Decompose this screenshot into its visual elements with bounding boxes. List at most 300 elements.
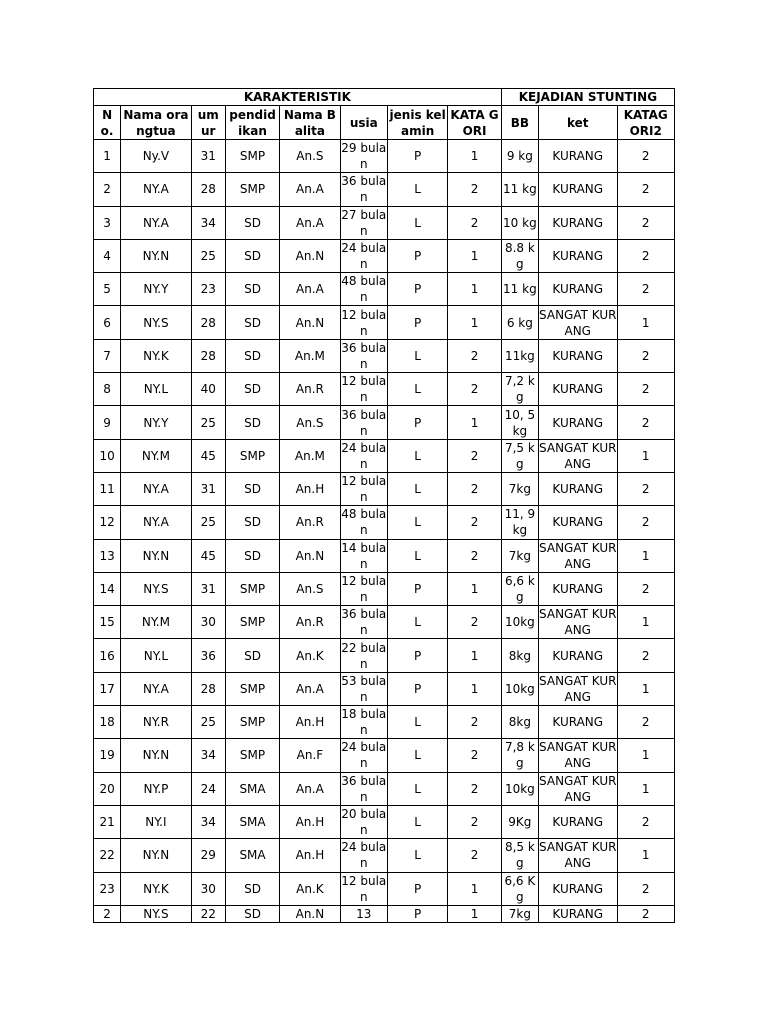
group-header-row bbox=[94, 89, 675, 106]
cell-pendidikan: SMP bbox=[225, 706, 279, 739]
cell-jenis-kelamin: L bbox=[387, 439, 447, 472]
cell-pendidikan: SD bbox=[225, 472, 279, 505]
cell-kategori2: 1 bbox=[617, 539, 675, 572]
cell-kategori: 2 bbox=[448, 373, 501, 406]
cell-nama-balita: An.F bbox=[280, 739, 340, 772]
cell-nama-orangtua: NY.K bbox=[121, 339, 191, 372]
cell-no: 14 bbox=[94, 572, 121, 605]
cell-kategori: 1 bbox=[448, 140, 501, 173]
cell-kategori2: 2 bbox=[617, 140, 675, 173]
cell-pendidikan: SMA bbox=[225, 805, 279, 838]
cell-bb: 7,2 kg bbox=[501, 373, 538, 406]
cell-jenis-kelamin: L bbox=[387, 839, 447, 872]
cell-jenis-kelamin: L bbox=[387, 173, 447, 206]
cell-nama-orangtua: NY.A bbox=[121, 672, 191, 705]
cell-pendidikan: SMP bbox=[225, 572, 279, 605]
cell-usia: 12 bulan bbox=[341, 307, 387, 338]
cell-bb: 8kg bbox=[501, 706, 538, 739]
cell-pendidikan: SMA bbox=[225, 772, 279, 805]
cell-jenis-kelamin: L bbox=[387, 339, 447, 372]
cell-usia: 20 bulan bbox=[341, 807, 387, 838]
cell-no: 2 bbox=[94, 905, 121, 922]
cell-pendidikan: SD bbox=[225, 206, 279, 239]
cell-kategori: 2 bbox=[448, 739, 501, 772]
cell-jenis-kelamin: P bbox=[387, 140, 447, 173]
cell-pendidikan: SMP bbox=[225, 173, 279, 206]
cell-no: 8 bbox=[94, 373, 121, 406]
cell-no: 23 bbox=[94, 872, 121, 905]
cell-kategori: 2 bbox=[448, 472, 501, 505]
cell-kategori2: 1 bbox=[617, 672, 675, 705]
cell-ket: SANGAT KURANG bbox=[539, 607, 617, 638]
cell-nama-orangtua: NY.A bbox=[121, 472, 191, 505]
cell-no: 16 bbox=[94, 639, 121, 672]
cell-bb: 7,8 kg bbox=[501, 739, 538, 772]
cell-kategori: 1 bbox=[448, 905, 501, 922]
cell-bb: 10kg bbox=[501, 672, 538, 705]
cell-jenis-kelamin: L bbox=[387, 772, 447, 805]
cell-kategori2: 2 bbox=[617, 206, 675, 239]
column-header-nama-orangtua: Nama orangtua bbox=[121, 106, 191, 140]
cell-pendidikan: SMP bbox=[225, 739, 279, 772]
cell-umur: 28 bbox=[191, 339, 225, 372]
cell-ket: SANGAT KURANG bbox=[539, 440, 617, 471]
cell-bb: 8.8 kg bbox=[501, 239, 538, 272]
cell-nama-balita: An.H bbox=[280, 472, 340, 505]
cell-nama-orangtua: NY.N bbox=[121, 239, 191, 272]
cell-kategori: 1 bbox=[448, 273, 501, 306]
cell-pendidikan: SD bbox=[225, 373, 279, 406]
cell-bb: 11 kg bbox=[501, 273, 538, 306]
cell-usia: 36 bulan bbox=[341, 607, 387, 638]
table-row bbox=[94, 273, 675, 306]
cell-usia: 13 bbox=[340, 905, 387, 922]
cell-ket: KURANG bbox=[538, 706, 617, 739]
table-row bbox=[94, 306, 675, 339]
cell-ket: KURANG bbox=[538, 506, 617, 539]
cell-kategori2: 2 bbox=[617, 572, 675, 605]
cell-nama-balita: An.N bbox=[280, 905, 340, 922]
table-row bbox=[94, 239, 675, 272]
cell-usia: 36 bulan bbox=[341, 174, 387, 205]
cell-nama-balita: An.M bbox=[280, 439, 340, 472]
cell-nama-balita: An.A bbox=[280, 273, 340, 306]
cell-nama-balita: An.A bbox=[280, 772, 340, 805]
cell-jenis-kelamin: L bbox=[387, 706, 447, 739]
cell-no: 11 bbox=[94, 472, 121, 505]
cell-no: 21 bbox=[94, 805, 121, 838]
cell-ket: KURANG bbox=[538, 639, 617, 672]
cell-kategori2: 2 bbox=[617, 339, 675, 372]
cell-pendidikan: SD bbox=[225, 639, 279, 672]
cell-kategori: 1 bbox=[448, 572, 501, 605]
cell-kategori: 1 bbox=[448, 239, 501, 272]
cell-jenis-kelamin: L bbox=[387, 739, 447, 772]
cell-pendidikan: SD bbox=[225, 905, 279, 922]
cell-usia: 22 bulan bbox=[341, 640, 387, 671]
cell-no: 4 bbox=[94, 239, 121, 272]
table-row bbox=[94, 439, 675, 472]
cell-kategori2: 2 bbox=[617, 506, 675, 539]
table-row bbox=[94, 872, 675, 905]
cell-umur: 28 bbox=[191, 306, 225, 339]
cell-kategori: 1 bbox=[448, 639, 501, 672]
cell-jenis-kelamin: P bbox=[387, 239, 447, 272]
cell-nama-orangtua: NY.S bbox=[121, 905, 191, 922]
table-row bbox=[94, 672, 675, 705]
cell-ket: KURANG bbox=[538, 206, 617, 239]
cell-ket: KURANG bbox=[538, 472, 617, 505]
stunting-data-table bbox=[93, 88, 675, 923]
cell-kategori: 2 bbox=[448, 206, 501, 239]
cell-nama-orangtua: NY.K bbox=[121, 872, 191, 905]
cell-umur: 30 bbox=[191, 872, 225, 905]
cell-jenis-kelamin: P bbox=[387, 306, 447, 339]
cell-bb: 11 kg bbox=[501, 173, 538, 206]
cell-kategori2: 2 bbox=[617, 706, 675, 739]
table-row bbox=[94, 706, 675, 739]
cell-jenis-kelamin: L bbox=[387, 206, 447, 239]
cell-ket: SANGAT KURANG bbox=[539, 673, 617, 704]
column-header-umur: um ur bbox=[191, 106, 225, 140]
cell-nama-balita: An.N bbox=[280, 306, 340, 339]
cell-pendidikan: SMA bbox=[225, 839, 279, 872]
column-header-row bbox=[94, 106, 675, 140]
cell-no: 6 bbox=[94, 306, 121, 339]
cell-ket: SANGAT KURANG bbox=[539, 740, 617, 771]
cell-nama-balita: An.A bbox=[280, 173, 340, 206]
cell-umur: 31 bbox=[191, 572, 225, 605]
cell-no: 7 bbox=[94, 339, 121, 372]
cell-usia: 12 bulan bbox=[341, 374, 387, 405]
table-row bbox=[94, 140, 675, 173]
cell-umur: 30 bbox=[191, 606, 225, 639]
cell-jenis-kelamin: L bbox=[387, 472, 447, 505]
table-row bbox=[94, 739, 675, 772]
cell-jenis-kelamin: P bbox=[387, 872, 447, 905]
cell-ket: KURANG bbox=[538, 905, 617, 922]
cell-kategori: 1 bbox=[448, 872, 501, 905]
cell-bb: 7,5 kg bbox=[501, 439, 538, 472]
cell-kategori: 2 bbox=[448, 339, 501, 372]
cell-kategori2: 1 bbox=[617, 606, 675, 639]
cell-nama-balita: An.S bbox=[280, 572, 340, 605]
cell-ket: KURANG bbox=[538, 872, 617, 905]
table-row bbox=[94, 506, 675, 539]
cell-kategori2: 2 bbox=[617, 373, 675, 406]
cell-jenis-kelamin: P bbox=[387, 639, 447, 672]
column-header-no: N o. bbox=[94, 106, 121, 140]
cell-kategori: 2 bbox=[448, 439, 501, 472]
cell-kategori: 2 bbox=[448, 839, 501, 872]
cell-nama-balita: An.M bbox=[280, 339, 340, 372]
cell-jenis-kelamin: L bbox=[387, 373, 447, 406]
cell-pendidikan: SD bbox=[225, 239, 279, 272]
column-header-bb: BB bbox=[501, 106, 538, 140]
cell-bb: 8,5 kg bbox=[501, 839, 538, 872]
column-header-nama-balita: Nama Balita bbox=[280, 106, 340, 140]
cell-usia: 12 bulan bbox=[341, 474, 387, 505]
cell-kategori2: 1 bbox=[617, 772, 675, 805]
cell-kategori: 2 bbox=[448, 606, 501, 639]
cell-kategori: 2 bbox=[448, 706, 501, 739]
cell-kategori: 2 bbox=[448, 805, 501, 838]
cell-kategori: 2 bbox=[448, 506, 501, 539]
cell-ket: KURANG bbox=[538, 273, 617, 306]
cell-ket: KURANG bbox=[538, 140, 617, 173]
cell-usia: 24 bulan bbox=[341, 840, 387, 871]
cell-pendidikan: SD bbox=[225, 506, 279, 539]
cell-kategori: 2 bbox=[448, 539, 501, 572]
cell-kategori: 2 bbox=[448, 173, 501, 206]
cell-kategori2: 2 bbox=[617, 239, 675, 272]
cell-umur: 45 bbox=[191, 439, 225, 472]
cell-pendidikan: SD bbox=[225, 306, 279, 339]
cell-nama-balita: An.R bbox=[280, 373, 340, 406]
cell-umur: 34 bbox=[191, 805, 225, 838]
table-row bbox=[94, 339, 675, 372]
cell-nama-balita: An.H bbox=[280, 839, 340, 872]
group-header-karakteristik: KARAKTERISTIK bbox=[94, 89, 502, 106]
cell-nama-balita: An.S bbox=[280, 140, 340, 173]
cell-bb: 11, 9kg bbox=[501, 506, 538, 539]
cell-bb: 6 kg bbox=[501, 306, 538, 339]
column-header-kategori: KATA GORI bbox=[448, 106, 501, 140]
cell-nama-orangtua: NY.N bbox=[121, 739, 191, 772]
cell-kategori2: 2 bbox=[617, 273, 675, 306]
cell-kategori2: 1 bbox=[617, 306, 675, 339]
cell-no: 3 bbox=[94, 206, 121, 239]
cell-pendidikan: SD bbox=[225, 273, 279, 306]
cell-usia: 18 bulan bbox=[341, 707, 387, 738]
cell-jenis-kelamin: P bbox=[387, 672, 447, 705]
cell-umur: 25 bbox=[191, 406, 225, 439]
cell-bb: 11kg bbox=[501, 339, 538, 372]
cell-nama-orangtua: Ny.V bbox=[121, 140, 191, 173]
column-header-ket: ket bbox=[538, 106, 617, 140]
cell-usia: 48 bulan bbox=[341, 507, 387, 538]
cell-usia: 24 bulan bbox=[341, 740, 387, 771]
cell-pendidikan: SD bbox=[225, 339, 279, 372]
table-row bbox=[94, 539, 675, 572]
cell-kategori2: 2 bbox=[617, 805, 675, 838]
cell-pendidikan: SD bbox=[225, 539, 279, 572]
cell-jenis-kelamin: L bbox=[387, 805, 447, 838]
cell-nama-balita: An.A bbox=[280, 206, 340, 239]
cell-nama-orangtua: NY.L bbox=[121, 639, 191, 672]
cell-nama-orangtua: NY.S bbox=[121, 306, 191, 339]
cell-bb: 6,6 Kg bbox=[501, 872, 538, 905]
cell-usia: 14 bulan bbox=[341, 540, 387, 571]
column-header-jenis-kelamin: jenis kelamin bbox=[387, 106, 447, 140]
cell-ket: SANGAT KURANG bbox=[539, 840, 617, 871]
cell-no: 2 bbox=[94, 173, 121, 206]
cell-umur: 25 bbox=[191, 506, 225, 539]
cell-no: 20 bbox=[94, 772, 121, 805]
cell-nama-balita: An.H bbox=[280, 805, 340, 838]
cell-nama-orangtua: NY.N bbox=[121, 839, 191, 872]
cell-nama-orangtua: NY.Y bbox=[121, 273, 191, 306]
cell-usia: 24 bulan bbox=[341, 440, 387, 471]
table-body bbox=[94, 140, 675, 923]
cell-nama-orangtua: NY.N bbox=[121, 539, 191, 572]
table-row bbox=[94, 905, 675, 922]
cell-nama-orangtua: NY.P bbox=[121, 772, 191, 805]
cell-kategori2: 2 bbox=[617, 173, 675, 206]
cell-kategori: 1 bbox=[448, 306, 501, 339]
table-row bbox=[94, 805, 675, 838]
cell-bb: 7kg bbox=[501, 539, 538, 572]
cell-kategori: 1 bbox=[448, 406, 501, 439]
cell-kategori2: 2 bbox=[617, 406, 675, 439]
cell-umur: 22 bbox=[191, 905, 225, 922]
cell-bb: 6,6 kg bbox=[501, 572, 538, 605]
cell-umur: 25 bbox=[191, 239, 225, 272]
cell-nama-balita: An.A bbox=[280, 672, 340, 705]
column-header-usia: usia bbox=[340, 106, 387, 140]
cell-no: 17 bbox=[94, 672, 121, 705]
cell-umur: 25 bbox=[191, 706, 225, 739]
cell-nama-orangtua: NY.Y bbox=[121, 406, 191, 439]
cell-nama-orangtua: NY.M bbox=[121, 439, 191, 472]
table-row bbox=[94, 173, 675, 206]
cell-bb: 9 kg bbox=[501, 140, 538, 173]
cell-bb: 10kg bbox=[501, 606, 538, 639]
table-row bbox=[94, 839, 675, 872]
cell-bb: 9Kg bbox=[501, 805, 538, 838]
cell-umur: 28 bbox=[191, 672, 225, 705]
cell-umur: 31 bbox=[191, 140, 225, 173]
cell-bb: 10kg bbox=[501, 772, 538, 805]
column-header-kategori2: KATAG ORI2 bbox=[617, 106, 675, 140]
cell-bb: 10, 5kg bbox=[501, 406, 538, 439]
cell-no: 18 bbox=[94, 706, 121, 739]
cell-pendidikan: SMP bbox=[225, 439, 279, 472]
cell-pendidikan: SD bbox=[225, 406, 279, 439]
table-row bbox=[94, 373, 675, 406]
cell-ket: SANGAT KURANG bbox=[539, 540, 617, 571]
cell-usia: 36 bulan bbox=[341, 340, 387, 371]
cell-nama-orangtua: NY.L bbox=[121, 373, 191, 406]
cell-nama-balita: An.N bbox=[280, 539, 340, 572]
cell-nama-balita: An.H bbox=[280, 706, 340, 739]
cell-no: 19 bbox=[94, 739, 121, 772]
cell-jenis-kelamin: P bbox=[387, 905, 447, 922]
cell-no: 10 bbox=[94, 439, 121, 472]
cell-nama-orangtua: NY.R bbox=[121, 706, 191, 739]
cell-no: 22 bbox=[94, 839, 121, 872]
cell-kategori: 2 bbox=[448, 772, 501, 805]
cell-kategori2: 2 bbox=[617, 639, 675, 672]
cell-umur: 28 bbox=[191, 173, 225, 206]
cell-ket: KURANG bbox=[538, 805, 617, 838]
cell-no: 13 bbox=[94, 539, 121, 572]
cell-jenis-kelamin: P bbox=[387, 572, 447, 605]
cell-no: 15 bbox=[94, 606, 121, 639]
cell-kategori2: 2 bbox=[617, 905, 675, 922]
cell-kategori2: 1 bbox=[617, 739, 675, 772]
cell-nama-balita: An.N bbox=[280, 239, 340, 272]
cell-ket: KURANG bbox=[538, 373, 617, 406]
cell-nama-balita: An.K bbox=[280, 872, 340, 905]
cell-bb: 7kg bbox=[501, 905, 538, 922]
cell-nama-balita: An.K bbox=[280, 639, 340, 672]
cell-ket: SANGAT KURANG bbox=[539, 773, 617, 804]
cell-usia: 24 bulan bbox=[341, 241, 387, 272]
cell-kategori2: 1 bbox=[617, 439, 675, 472]
cell-nama-orangtua: NY.S bbox=[121, 572, 191, 605]
cell-kategori: 1 bbox=[448, 672, 501, 705]
table-row bbox=[94, 406, 675, 439]
cell-bb: 10 kg bbox=[501, 206, 538, 239]
cell-umur: 24 bbox=[191, 772, 225, 805]
cell-jenis-kelamin: L bbox=[387, 506, 447, 539]
cell-usia: 53 bulan bbox=[341, 673, 387, 704]
cell-usia: 12 bulan bbox=[341, 873, 387, 904]
cell-nama-balita: An.R bbox=[280, 606, 340, 639]
cell-umur: 36 bbox=[191, 639, 225, 672]
cell-no: 12 bbox=[94, 506, 121, 539]
cell-usia: 29 bulan bbox=[341, 141, 387, 172]
cell-nama-orangtua: NY.I bbox=[121, 805, 191, 838]
table-row bbox=[94, 472, 675, 505]
cell-kategori2: 2 bbox=[617, 872, 675, 905]
cell-no: 1 bbox=[94, 140, 121, 173]
cell-umur: 45 bbox=[191, 539, 225, 572]
cell-nama-balita: An.R bbox=[280, 506, 340, 539]
table-row bbox=[94, 606, 675, 639]
cell-ket: SANGAT KURANG bbox=[539, 307, 617, 338]
cell-nama-orangtua: NY.A bbox=[121, 206, 191, 239]
cell-pendidikan: SMP bbox=[225, 672, 279, 705]
cell-ket: KURANG bbox=[538, 173, 617, 206]
cell-nama-orangtua: NY.A bbox=[121, 173, 191, 206]
cell-jenis-kelamin: L bbox=[387, 606, 447, 639]
cell-kategori2: 1 bbox=[617, 839, 675, 872]
cell-usia: 27 bulan bbox=[341, 207, 387, 238]
table-row bbox=[94, 639, 675, 672]
cell-pendidikan: SMP bbox=[225, 140, 279, 173]
cell-usia: 48 bulan bbox=[341, 274, 387, 305]
cell-umur: 23 bbox=[191, 273, 225, 306]
cell-nama-orangtua: NY.A bbox=[121, 506, 191, 539]
cell-ket: KURANG bbox=[538, 239, 617, 272]
cell-nama-orangtua: NY.M bbox=[121, 606, 191, 639]
cell-ket: KURANG bbox=[538, 572, 617, 605]
table-row bbox=[94, 772, 675, 805]
cell-kategori2: 2 bbox=[617, 472, 675, 505]
cell-umur: 31 bbox=[191, 472, 225, 505]
cell-nama-balita: An.S bbox=[280, 406, 340, 439]
cell-ket: KURANG bbox=[538, 406, 617, 439]
cell-jenis-kelamin: P bbox=[387, 406, 447, 439]
cell-usia: 36 bulan bbox=[341, 773, 387, 804]
group-header-kejadian-stunting: KEJADIAN STUNTING bbox=[501, 89, 674, 106]
cell-bb: 7kg bbox=[501, 472, 538, 505]
cell-pendidikan: SMP bbox=[225, 606, 279, 639]
cell-no: 9 bbox=[94, 406, 121, 439]
cell-ket: KURANG bbox=[538, 339, 617, 372]
cell-usia: 12 bulan bbox=[341, 574, 387, 604]
cell-umur: 34 bbox=[191, 206, 225, 239]
table-row bbox=[94, 572, 675, 605]
cell-bb: 8kg bbox=[501, 639, 538, 672]
cell-jenis-kelamin: L bbox=[387, 539, 447, 572]
cell-pendidikan: SD bbox=[225, 872, 279, 905]
cell-jenis-kelamin: P bbox=[387, 273, 447, 306]
cell-umur: 34 bbox=[191, 739, 225, 772]
cell-usia: 36 bulan bbox=[341, 407, 387, 438]
